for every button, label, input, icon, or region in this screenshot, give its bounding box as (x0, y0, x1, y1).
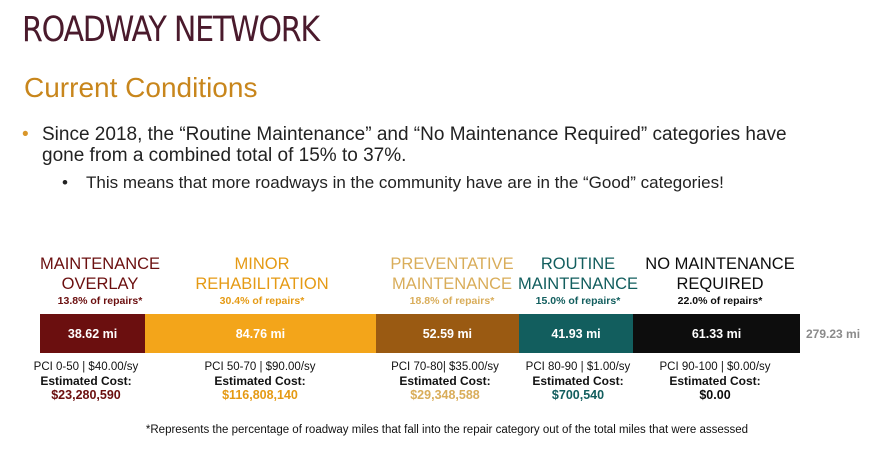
section-subtitle: Current Conditions (24, 72, 258, 103)
cost-heading: Estimated Cost: (669, 374, 761, 388)
bullet-dot-icon: • (22, 124, 29, 145)
bar-value-label: 38.62 mi (67, 326, 118, 341)
category-name-line: MAINTENANCE (517, 275, 639, 293)
category-percent: 22.0% of repairs* (677, 295, 763, 307)
cost-value: $29,348,588 (410, 388, 480, 402)
category-name-line: MINOR (234, 255, 290, 273)
bar-segment (519, 314, 633, 353)
page-title: ROADWAY NETWORK (22, 10, 319, 50)
cost-value: $0.00 (699, 388, 731, 402)
bar-segment (145, 314, 376, 353)
total-miles-label: 279.23 mi (806, 327, 861, 341)
cost-value: $700,540 (551, 388, 605, 402)
category-label (630, 254, 810, 308)
category-label (10, 254, 190, 308)
category-label (172, 254, 352, 308)
category-name-line: OVERLAY (61, 275, 139, 293)
bar-segment (633, 314, 800, 353)
category-percent: 15.0% of repairs* (535, 295, 621, 307)
cost-heading: Estimated Cost: (399, 374, 491, 388)
bullet-secondary-text: This means that more roadways in the community have are in the “Good” categories! (86, 173, 724, 192)
pci-range: PCI 90-100 | $0.00/sy (659, 361, 771, 373)
category-cost-info (630, 360, 800, 402)
category-percent: 13.8% of repairs* (57, 295, 143, 307)
cost-heading: Estimated Cost: (214, 374, 306, 388)
bar-value-label: 41.93 mi (551, 326, 601, 341)
category-percent: 18.8% of repairs* (409, 295, 495, 307)
footnote: *Represents the percentage of roadway miles that fall into the repair category out of the total miles that were assessed (145, 424, 749, 436)
bar-value-label: 61.33 mi (691, 326, 742, 341)
cost-heading: Estimated Cost: (40, 374, 132, 388)
cost-value: $23,280,590 (51, 388, 121, 402)
bar-segment (40, 314, 145, 353)
bullet-dot-icon: • (62, 173, 68, 192)
bar-value-label: 84.76 mi (235, 326, 286, 341)
category-name-line: ROUTINE (540, 255, 616, 273)
pci-range: PCI 0-50 | $40.00/sy (33, 361, 139, 373)
pci-range: PCI 70-80| $35.00/sy (391, 361, 499, 373)
bar-segment (376, 314, 519, 353)
category-name-line: NO MAINTENANCE (645, 255, 795, 273)
cost-heading: Estimated Cost: (532, 374, 624, 388)
category-name-line: REHABILITATION (195, 275, 329, 293)
category-name-line: MAINTENANCE (391, 275, 513, 293)
bullet-primary-text: Since 2018, the “Routine Maintenance” and “No Maintenance Required” categories have gone from a combined total of 15% to 37%. (42, 124, 787, 166)
category-cost-info (175, 360, 345, 402)
bar-value-label: 52.59 mi (422, 326, 473, 341)
category-name-line: PREVENTATIVE (390, 255, 514, 273)
pci-range: PCI 80-90 | $1.00/sy (525, 361, 631, 373)
category-name-line: REQUIRED (676, 275, 764, 293)
cost-value: $116,808,140 (222, 388, 298, 402)
category-cost-info (1, 360, 171, 402)
category-name-line: MAINTENANCE (39, 255, 161, 273)
pci-range: PCI 50-70 | $90.00/sy (204, 361, 316, 373)
category-percent: 30.4% of repairs* (219, 295, 305, 307)
